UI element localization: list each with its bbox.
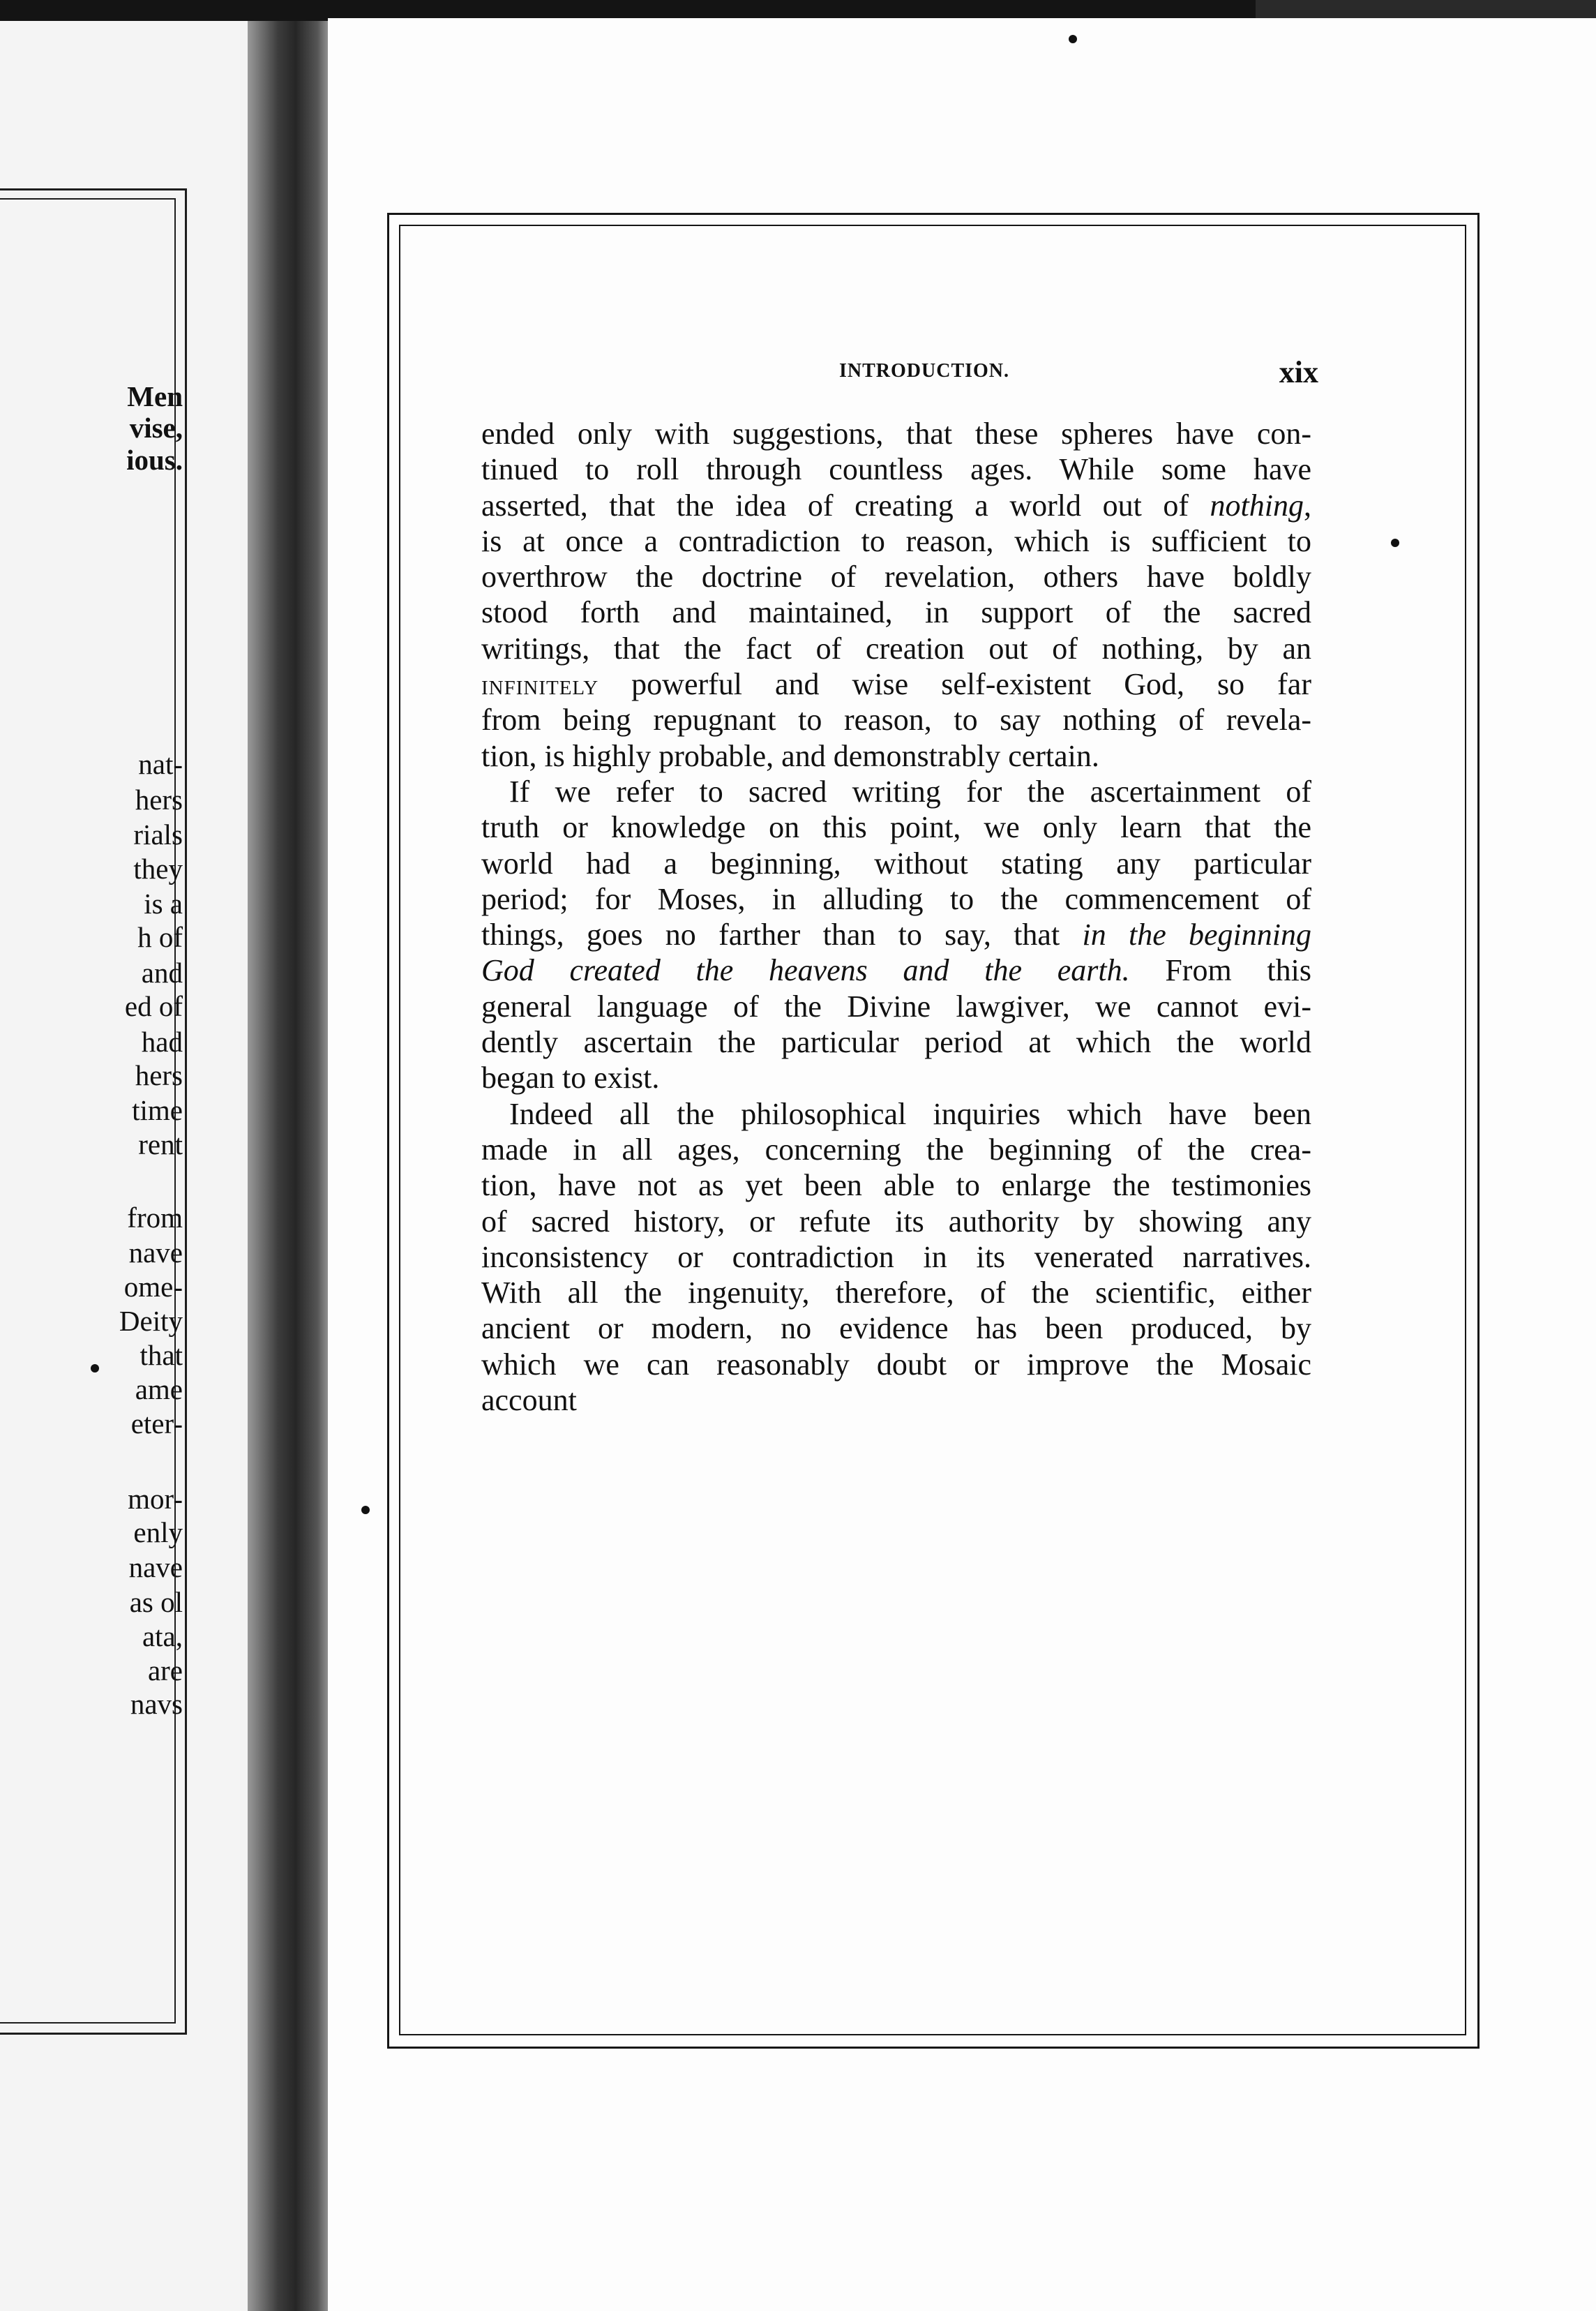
text-run: truth or knowledge on this point, we only learn that the — [481, 810, 1311, 845]
text-line — [481, 631, 1311, 666]
body-text — [481, 416, 1311, 1418]
left-page-fragment: ata, — [142, 1620, 183, 1652]
left-page-fragment: and — [141, 957, 183, 989]
left-page-fragment: vise, — [129, 412, 183, 444]
left-page-fragment: eter- — [130, 1407, 183, 1439]
text-line — [481, 702, 1311, 738]
text-run: of sacred history, or refute its authority by showing any — [481, 1204, 1311, 1239]
text-run: began to exist. — [481, 1061, 660, 1095]
text-line — [481, 1347, 1311, 1382]
text-line — [481, 1310, 1311, 1346]
page-number: xix — [1279, 355, 1318, 389]
left-page-fragment: had — [141, 1026, 183, 1058]
left-page-fragment: enly — [133, 1516, 183, 1548]
text-run: things, goes no farther than to say, that — [481, 918, 1083, 952]
text-run: period; for Moses, in alluding to the commencement of — [481, 881, 1311, 916]
left-page-fragment: rials — [133, 818, 183, 851]
text-line — [481, 1239, 1311, 1275]
left-page-fragment: Men — [127, 380, 183, 412]
text-run: stood forth and maintained, in support of the sacred — [481, 595, 1311, 630]
left-page-fragment: hers — [135, 1059, 183, 1091]
left-page-fragment: hers — [135, 784, 183, 816]
left-page-fragment: nave — [128, 1551, 183, 1583]
text-line — [481, 989, 1311, 1024]
italic-text: nothing — [1210, 488, 1304, 523]
text-line — [481, 1204, 1311, 1239]
left-page-fragment: rent — [138, 1128, 183, 1160]
text-run: ended only with suggestions, that these spheres have con- — [481, 417, 1311, 451]
text-run: dently ascertain the particular period at which the world — [481, 1025, 1311, 1060]
text-line — [481, 416, 1311, 451]
left-page-fragment: ious. — [126, 444, 183, 476]
text-line — [481, 846, 1311, 881]
text-line — [481, 774, 1311, 809]
text-line — [481, 917, 1311, 952]
text-run: world had a beginning, without stating any particular — [481, 846, 1311, 881]
text-line — [481, 666, 1311, 702]
text-run: from being repugnant to reason, to say nothing of revela- — [481, 703, 1311, 738]
text-line — [481, 952, 1311, 988]
text-line — [481, 488, 1311, 523]
left-page-fragment: they — [133, 853, 183, 885]
text-run: tion, have not as yet been able to enlarge the testimonies — [481, 1168, 1311, 1203]
text-line — [481, 1382, 1311, 1418]
left-page-fragment: navs — [130, 1688, 183, 1720]
text-line — [481, 523, 1311, 559]
left-page-fragment: ame — [135, 1373, 183, 1405]
text-run: is at once a contradiction to reason, which is sufficient to — [481, 523, 1311, 558]
text-run: general language of the Divine lawgiver, we cannot evi- — [481, 989, 1311, 1024]
left-page-fragment: ed of — [124, 990, 183, 1022]
small-caps-text: INFINITELY — [481, 677, 599, 700]
text-run: ancient or modern, no evidence has been produced, by — [481, 1311, 1311, 1346]
text-run: inconsistency or contradiction in its venerated narratives. — [481, 1239, 1311, 1274]
text-run: , — [1304, 488, 1311, 523]
text-run: writings, that the fact of creation out of nothing, by an — [481, 631, 1311, 666]
text-line — [481, 1096, 1311, 1132]
text-run: If we refer to sacred writing for the ascertainment of — [509, 774, 1311, 809]
italic-text: in the beginning — [1082, 918, 1311, 952]
text-run: made in all ages, concerning the beginning of the crea- — [481, 1132, 1311, 1167]
text-line — [481, 738, 1311, 774]
left-page-fragment: from — [127, 1202, 183, 1234]
text-run: tion, is highly probable, and demonstrably certain. — [481, 738, 1099, 773]
scan-speck — [1391, 539, 1399, 547]
text-line — [481, 1060, 1311, 1095]
text-line — [481, 1275, 1311, 1310]
text-run: overthrow the doctrine of revelation, others have boldly — [481, 560, 1311, 594]
left-page-fragment: nave — [128, 1236, 183, 1269]
left-page-fragment: h of — [137, 921, 183, 953]
text-run: which we can reasonably doubt or improve the Mosaic — [481, 1347, 1311, 1382]
left-page-fragment: as ol — [129, 1586, 183, 1618]
left-page-fragment: time — [132, 1094, 183, 1126]
text-line — [481, 451, 1311, 487]
text-line — [481, 1024, 1311, 1060]
text-run: Indeed all the philosophical inquiries which have been — [509, 1096, 1311, 1131]
running-head: INTRODUCTION. — [838, 360, 1010, 382]
text-line — [481, 809, 1311, 845]
italic-text: God created the heavens and the earth. — [481, 953, 1130, 988]
left-page-fragment: Deity — [119, 1305, 183, 1337]
text-run: tinued to roll through countless ages. While some have — [481, 452, 1311, 487]
left-page-fragment: ome- — [123, 1271, 183, 1303]
text-line — [481, 559, 1311, 594]
text-line — [481, 594, 1311, 630]
text-run: With all the ingenuity, therefore, of the scientific, either — [481, 1276, 1311, 1310]
left-page-fragment: is a — [144, 888, 183, 920]
scan-speck — [91, 1364, 99, 1373]
left-page-fragment: are — [147, 1654, 183, 1686]
left-facing-page — [0, 21, 279, 2311]
text-run: powerful and wise self-existent God, so far — [598, 667, 1311, 702]
text-run: From this — [1129, 953, 1311, 988]
left-page-fragment: that — [140, 1339, 183, 1371]
scan-speck — [361, 1506, 370, 1514]
text-line — [481, 1167, 1311, 1203]
left-page-fragment: mor- — [128, 1483, 183, 1515]
left-page-fragment: nat- — [138, 748, 183, 780]
text-run: asserted, that the idea of creating a world out of — [481, 488, 1210, 523]
book-gutter-shadow — [248, 21, 335, 2311]
scan-speck — [1069, 35, 1077, 43]
text-line — [481, 881, 1311, 917]
text-run: account — [481, 1383, 577, 1418]
text-line — [481, 1132, 1311, 1167]
